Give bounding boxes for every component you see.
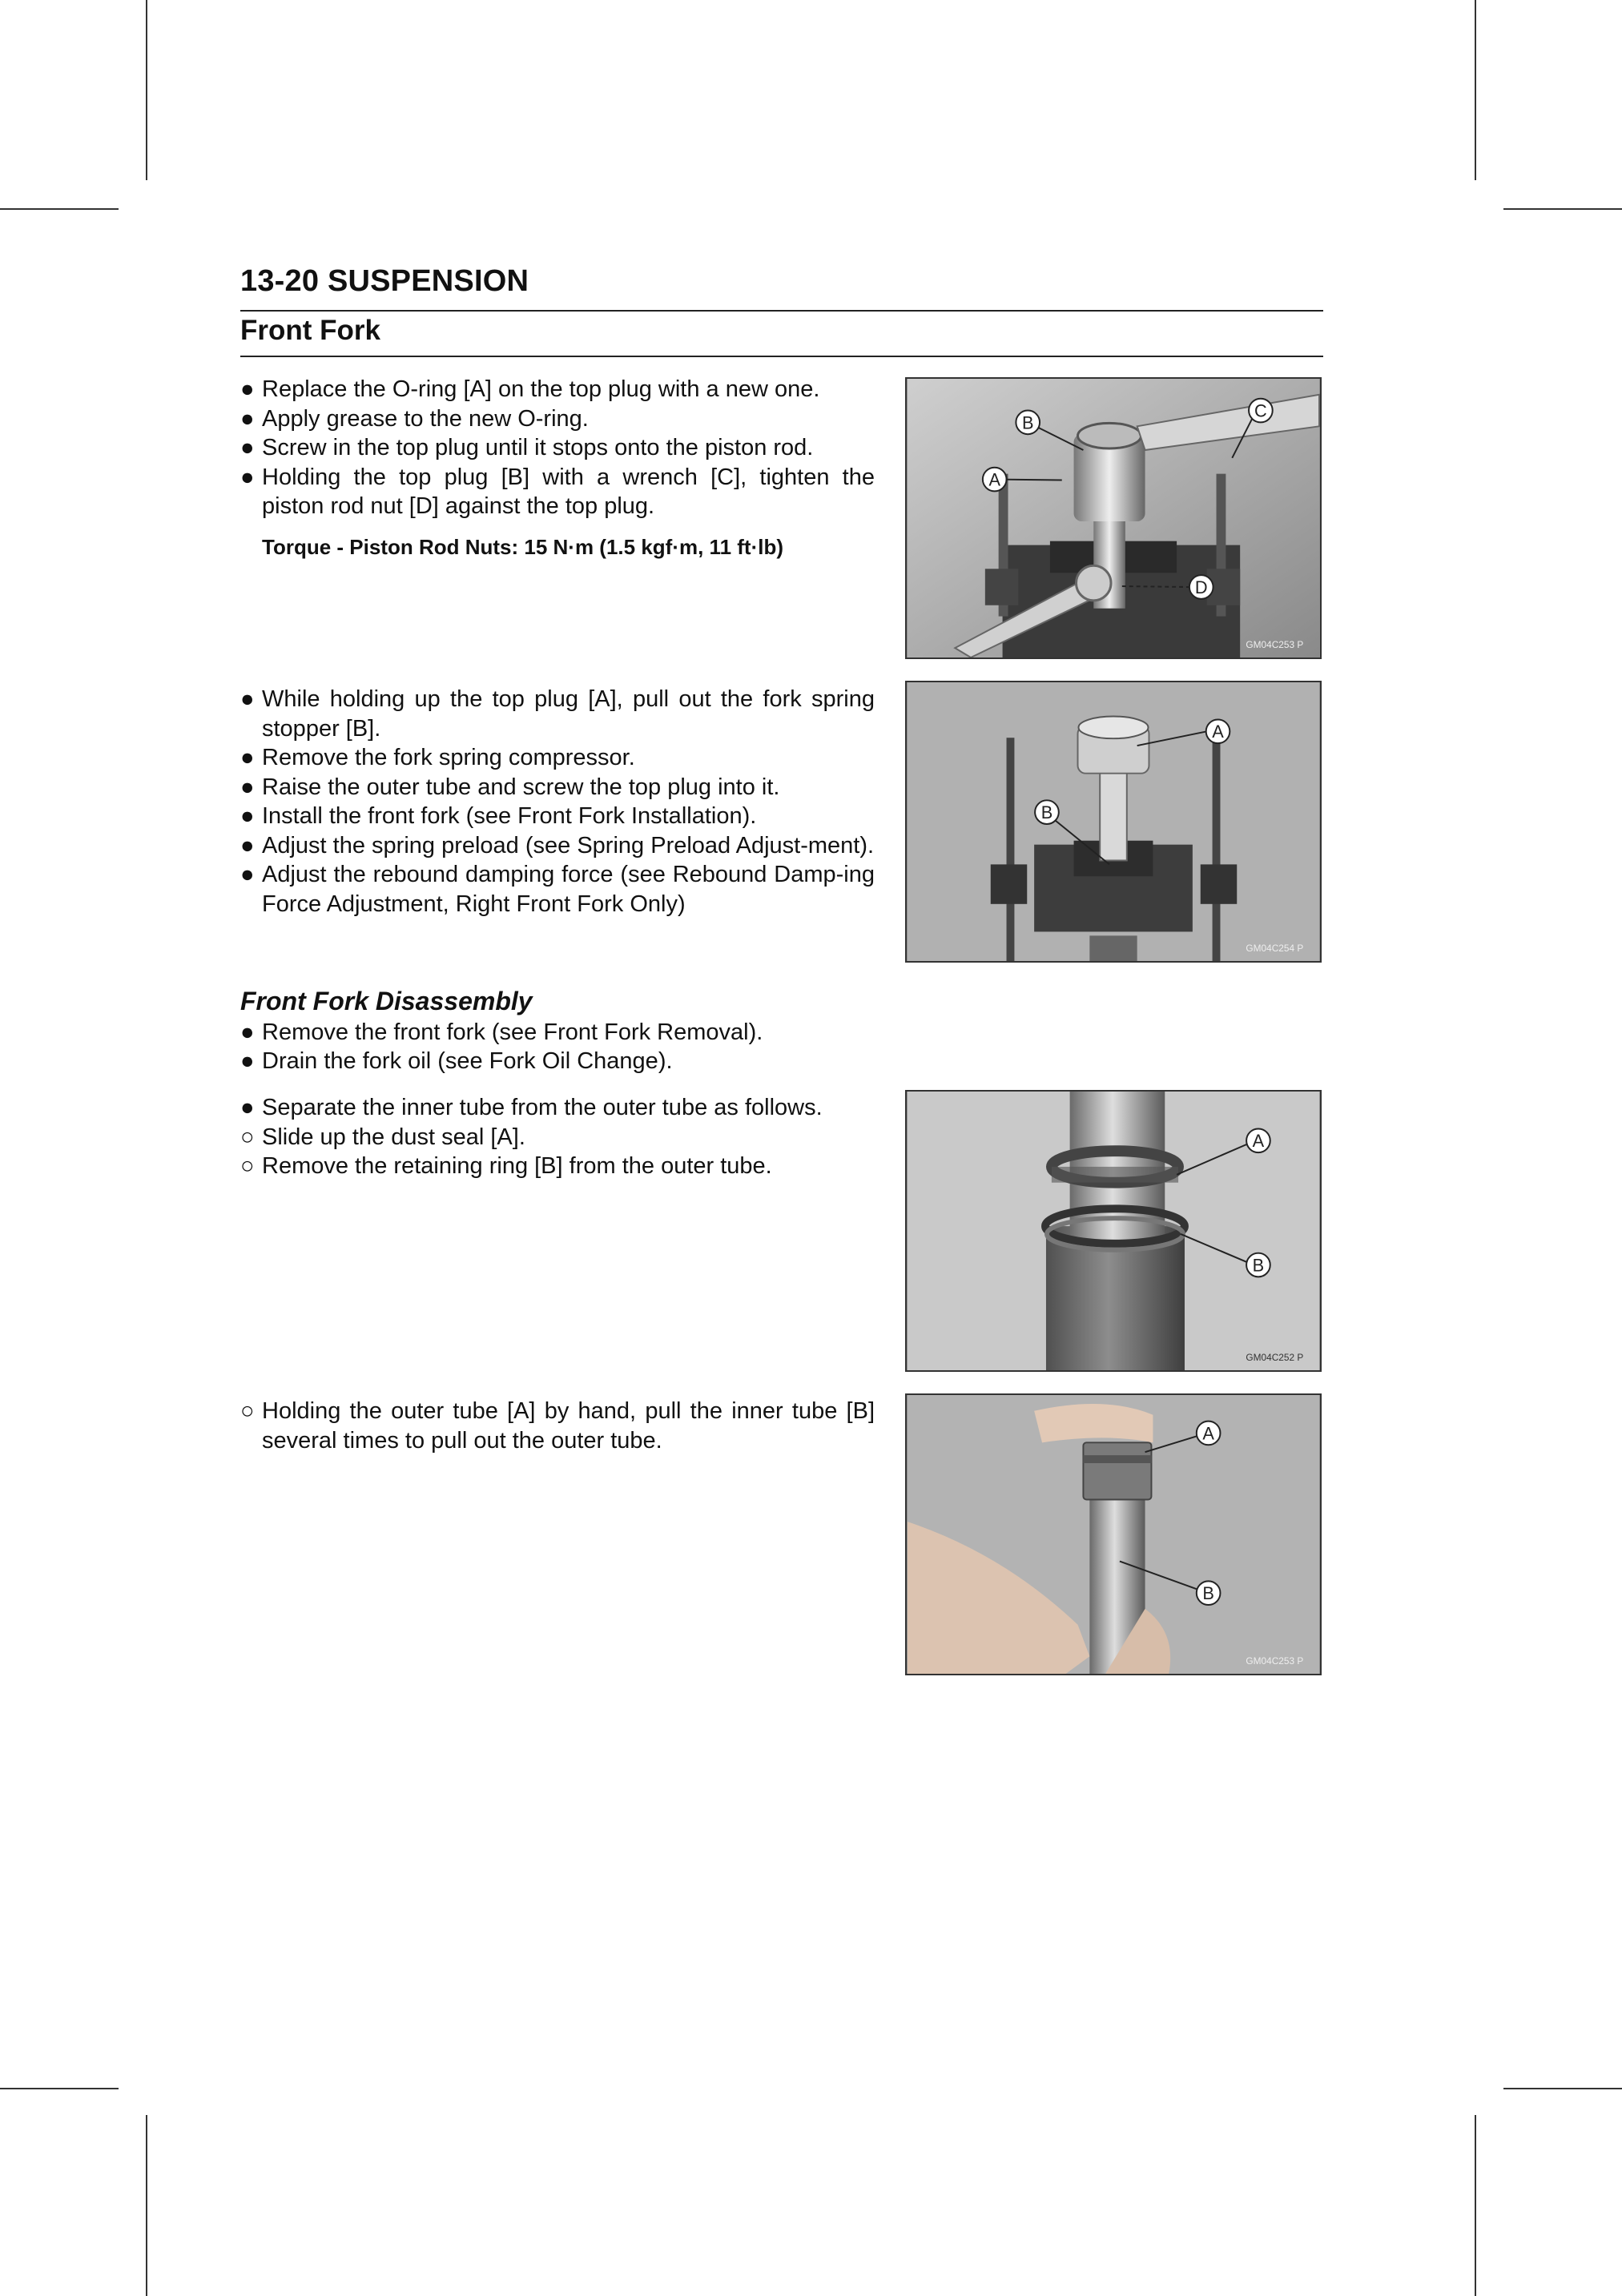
- callout-label: A: [1202, 1423, 1214, 1444]
- list-item: ● Adjust the spring preload (see Spring Preload Adjust-ment).: [240, 832, 875, 858]
- list-item: ○ Holding the outer tube [A] by hand, pull the inner tube [B] several times to pull out the outer tube.: [240, 1398, 875, 1454]
- list-item: ● Remove the fork spring compressor.: [240, 745, 635, 770]
- crop-mark: [146, 0, 147, 180]
- figure-dust-seal: [905, 1090, 1322, 1372]
- list-item: ● Drain the fork oil (see Fork Oil Change).: [240, 1048, 673, 1074]
- list-item: ● Separate the inner tube from the outer tube as follows.: [240, 1095, 823, 1120]
- list-item: ● Adjust the rebound damping force (see Rebound Damp-ing Force Adjustment, Right Front Fork Only): [240, 862, 875, 917]
- list-item: ○ Remove the retaining ring [B] from the outer tube.: [240, 1153, 772, 1179]
- crop-mark: [1475, 2115, 1476, 2296]
- figure-pull-outer-tube: [905, 1393, 1322, 1675]
- disassembly-heading: Front Fork Disassembly: [240, 987, 533, 1015]
- step-list-separate-tubes: [240, 1093, 875, 1181]
- callout-label: B: [1202, 1583, 1214, 1604]
- subsection-title: Front Fork: [240, 315, 380, 346]
- photo-illustration: [907, 1092, 1320, 1370]
- section-title: 13-20 SUSPENSION: [240, 264, 529, 298]
- callout-label: A: [988, 469, 1000, 490]
- list-item: ● Screw in the top plug until it stops onto the piston rod.: [240, 435, 814, 460]
- photo-illustration: [907, 1395, 1320, 1674]
- figure-spring-stopper: [905, 681, 1322, 963]
- list-item: ● Replace the O-ring [A] on the top plug with a new one.: [240, 376, 820, 402]
- figure-top-plug-wrench: [905, 377, 1322, 659]
- header-divider: [240, 310, 1323, 312]
- crop-mark: [146, 2115, 147, 2296]
- crop-mark: [0, 208, 119, 210]
- list-item: ● Raise the outer tube and screw the top plug into it.: [240, 774, 780, 800]
- callout-label: A: [1252, 1131, 1265, 1152]
- crop-mark: [1503, 208, 1622, 210]
- callout-label: B: [1021, 412, 1034, 433]
- crop-mark: [0, 2088, 119, 2089]
- list-item: ● Apply grease to the new O-ring.: [240, 405, 589, 432]
- crop-mark: [1475, 0, 1476, 180]
- list-item: ● Remove the front fork (see Front Fork Removal).: [240, 1019, 763, 1045]
- crop-mark: [1503, 2088, 1622, 2089]
- step-list-stopper: [240, 685, 875, 919]
- figure-code: GM04C252 P: [1246, 1352, 1304, 1364]
- figure-code: GM04C253 P: [1246, 639, 1304, 651]
- torque-spec: Torque - Piston Rod Nuts: 15 N·m (1.5 kgf·m, 11 ft·lb): [262, 534, 783, 559]
- disassembly-section: [240, 987, 875, 1076]
- list-item: ● Install the front fork (see Front Fork Installation).: [240, 803, 757, 829]
- callout-label: C: [1254, 400, 1267, 421]
- photo-illustration: [907, 379, 1320, 657]
- subheader-divider: [240, 356, 1323, 357]
- callout-label: B: [1252, 1255, 1265, 1276]
- figure-code: GM04C253 P: [1246, 1655, 1304, 1667]
- step-list-pull-tube: [240, 1397, 875, 1455]
- list-item: ● Holding the top plug [B] with a wrench [C], tighten the piston rod nut [D] against the top plug.: [240, 464, 875, 519]
- photo-illustration: [907, 682, 1320, 961]
- step-list-top-plug: [240, 375, 875, 561]
- list-item: ● While holding up the top plug [A], pull out the fork spring stopper [B].: [240, 686, 875, 742]
- callout-label: A: [1212, 722, 1224, 742]
- list-item: ○ Slide up the dust seal [A].: [240, 1124, 525, 1150]
- callout-label: D: [1194, 577, 1208, 597]
- figure-code: GM04C254 P: [1246, 943, 1304, 955]
- callout-label: B: [1040, 802, 1053, 823]
